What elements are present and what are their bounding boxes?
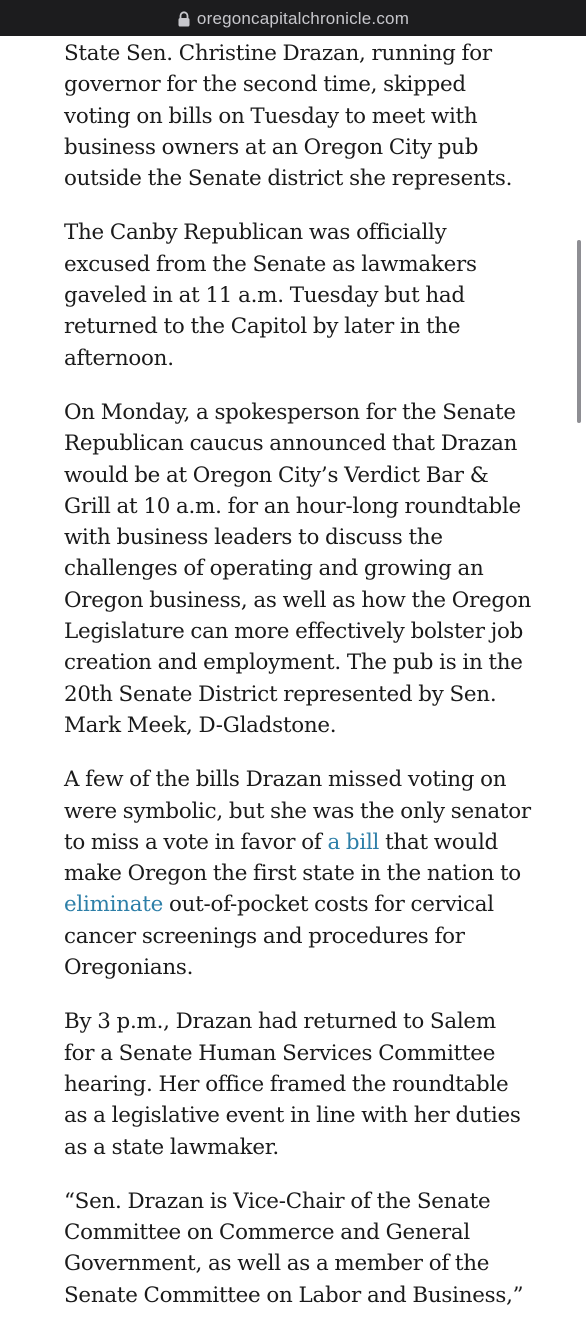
browser-url-bar[interactable]: [0, 0, 586, 36]
article-paragraph-6: “Sen. Drazan is Vice-Chair of the Senate Committee on Commerce and General Government, as well as a member of the Senate Committee on Labor and Business,”: [64, 1188, 524, 1308]
bill-link[interactable]: a bill: [327, 829, 380, 855]
paragraph-4-text-start: A few of the bills Drazan missed voting on were symbolic, but she was the only senator to miss a vote in favor of: [64, 767, 531, 855]
paragraph-4-text-middle: that would make Oregon the first state in the nation to: [64, 829, 521, 887]
lock-icon: [177, 11, 191, 27]
paragraph-4-text-end: out-of-pocket costs for cervical cancer screenings and procedures for Oregonians.: [64, 892, 494, 981]
article-body: [64, 36, 532, 1334]
article-paragraph-3: On Monday, a spokesperson for the Senate Republican caucus announced that Drazan would be at Oregon City’s Verdict Bar & Grill at 10 a.m. for an hour-long roundtable with business leaders to discuss the challenges of operating and growing an Oregon business, as well as how the Oregon Legislature can more effectively bolster job creation and employment. The pub is in the 20th Senate District represented by Sen. Mark Meek, D-Gladstone.: [64, 399, 532, 738]
scrollbar-thumb[interactable]: [577, 240, 581, 423]
url-text[interactable]: oregoncapitalchronicle.com: [196, 9, 410, 28]
eliminate-link[interactable]: eliminate: [64, 892, 164, 918]
article-paragraph-5: By 3 p.m., Drazan had returned to Salem for a Senate Human Services Committee hearing. Her office framed the roundtable as a legislative event in line with her duties as a state lawmaker.: [64, 1009, 521, 1160]
url-display[interactable]: [177, 9, 409, 29]
article-paragraph-4: [64, 764, 532, 983]
article-paragraph-2: The Canby Republican was officially excused from the Senate as lawmakers gaveled in at 11 a.m. Tuesday but had returned to the Capitol by later in the afternoon.: [64, 220, 477, 371]
article-paragraph-1: State Sen. Christine Drazan, running for governor for the second time, skipped voting on bills on Tuesday to meet with business owners at an Oregon City pub outside the Senate district she represents.: [64, 41, 513, 192]
